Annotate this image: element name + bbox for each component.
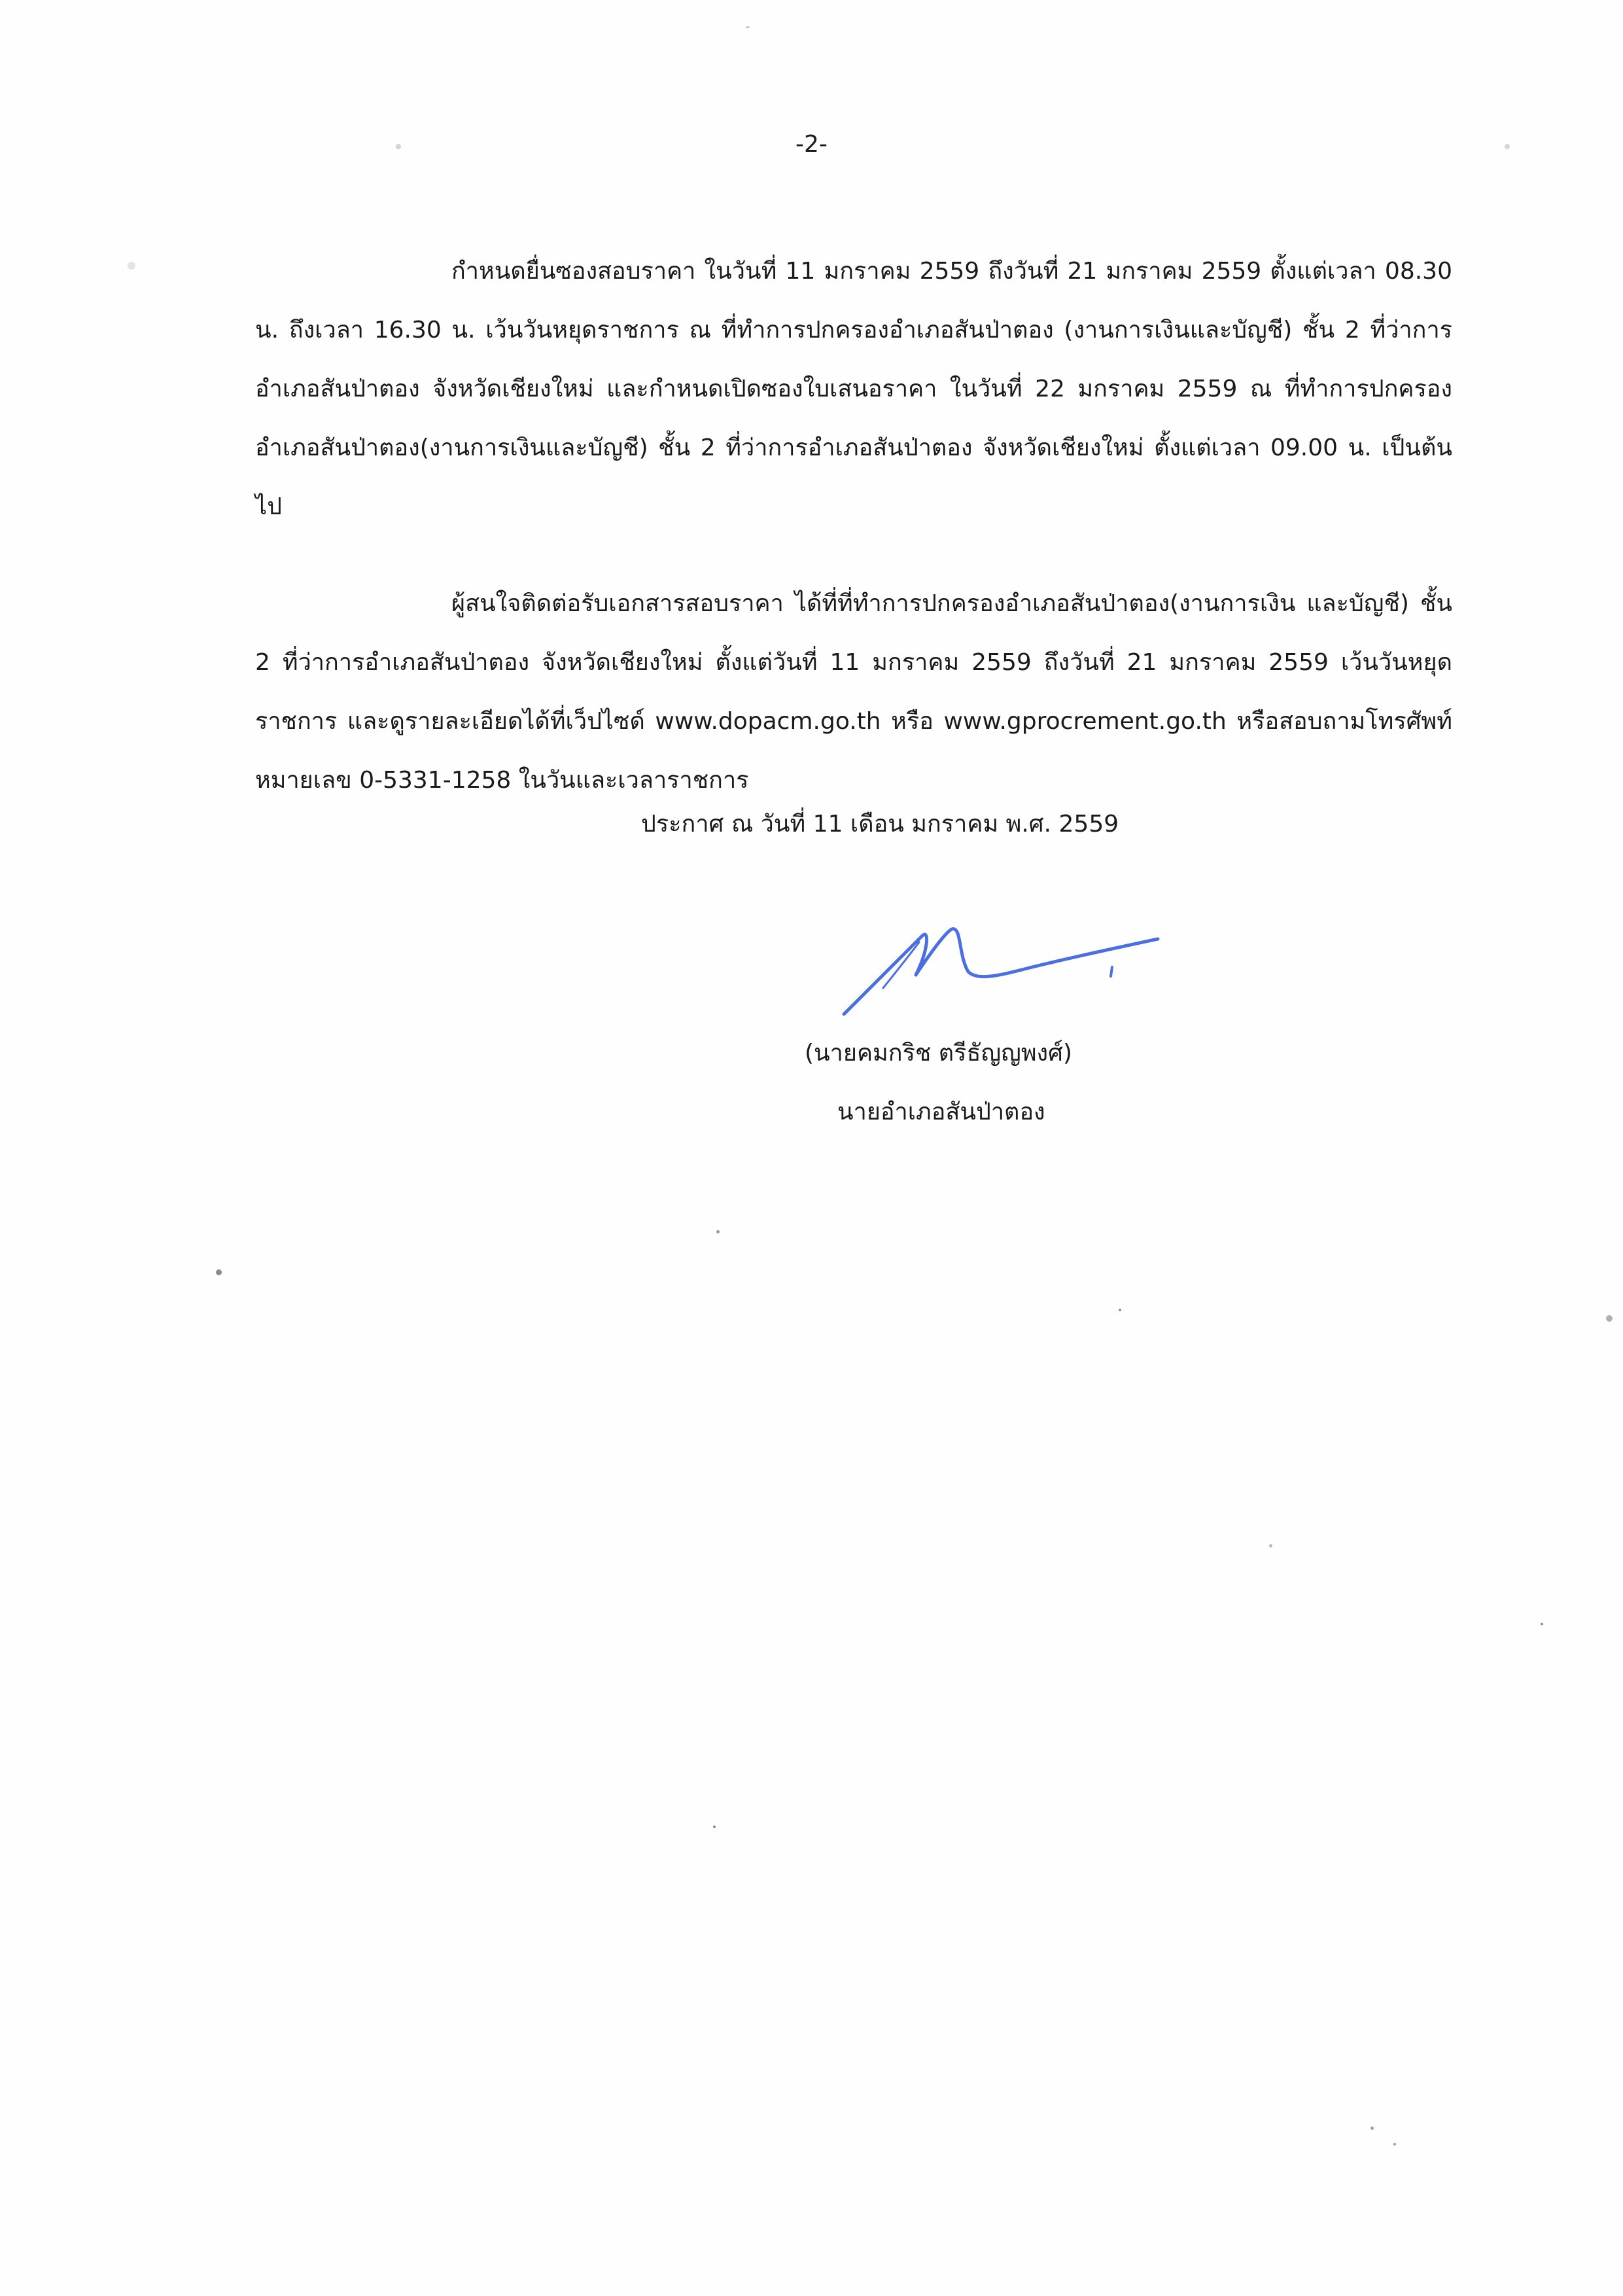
paragraph-document-contact: ผู้สนใจติดต่อรับเอกสารสอบราคา ได้ที่ที่ทำการปกครองอำเภอสันป่าตอง(งานการเงิน และบัญชี) ชั้น 2 ที่ว่าการอำเภอสันป่าตอง จังหวัดเชียงใหม่ ตั้งแต่วันที่ 11 มกราคม 2559 ถึงวันที่ 21 มกราคม 2559 เว้นวันหยุดราชการ และดูรายละเอียดได้ที่เว็ปไซด์ www.dopacm.go.th หรือ www.gprocrement.go.th หรือสอบถามโทรศัพท์หมายเลข 0-5331-1258 ในวันและเวลาราชการ	[255, 590, 1452, 794]
handwritten-signature	[831, 910, 1171, 1027]
signer-name: (นายคมกริช ตรีธัญญพงศ์)	[805, 1040, 1073, 1067]
paper-speck	[1370, 2127, 1374, 2130]
paper-speck	[1393, 2143, 1396, 2146]
paper-speck	[1606, 1315, 1613, 1322]
paragraph-submission-schedule: กำหนดยื่นซองสอบราคา ในวันที่ 11 มกราคม 2559 ถึงวันที่ 21 มกราคม 2559 ตั้งแต่เวลา 08.30 น. ถึงเวลา 16.30 น. เว้นวันหยุดราชการ ณ ที่ทำการปกครองอำเภอสันป่าตอง (งานการเงินและบัญชี) ชั้น 2 ที่ว่าการอำเภอสันป่าตอง จังหวัดเชียงใหม่ และกำหนดเปิดซองใบเสนอราคา ในวันที่ 22 มกราคม 2559 ณ ที่ทำการปกครองอำเภอสันป่าตอง(งานการเงินและบัญชี) ชั้น 2 ที่ว่าการอำเภอสันป่าตอง จังหวัดเชียงใหม่ ตั้งแต่เวลา 09.00 น. เป็นต้นไป	[255, 258, 1452, 520]
paper-speck	[1269, 1544, 1272, 1547]
paper-speck	[713, 1826, 716, 1828]
page-number: -2-	[795, 131, 828, 158]
paper-speck	[128, 262, 135, 270]
paper-speck	[1505, 144, 1510, 149]
signer-title: นายอำเภอสันป่าตอง	[837, 1099, 1045, 1125]
paper-speck	[716, 1230, 720, 1233]
paper-speck	[1119, 1309, 1121, 1311]
body-content	[255, 242, 1452, 848]
paper-speck	[746, 26, 750, 28]
paper-speck	[1541, 1623, 1543, 1625]
paper-speck	[396, 144, 401, 149]
paper-speck	[216, 1269, 222, 1275]
announcement-date: ประกาศ ณ วันที่ 11 เดือน มกราคม พ.ศ. 2559	[641, 811, 1119, 838]
